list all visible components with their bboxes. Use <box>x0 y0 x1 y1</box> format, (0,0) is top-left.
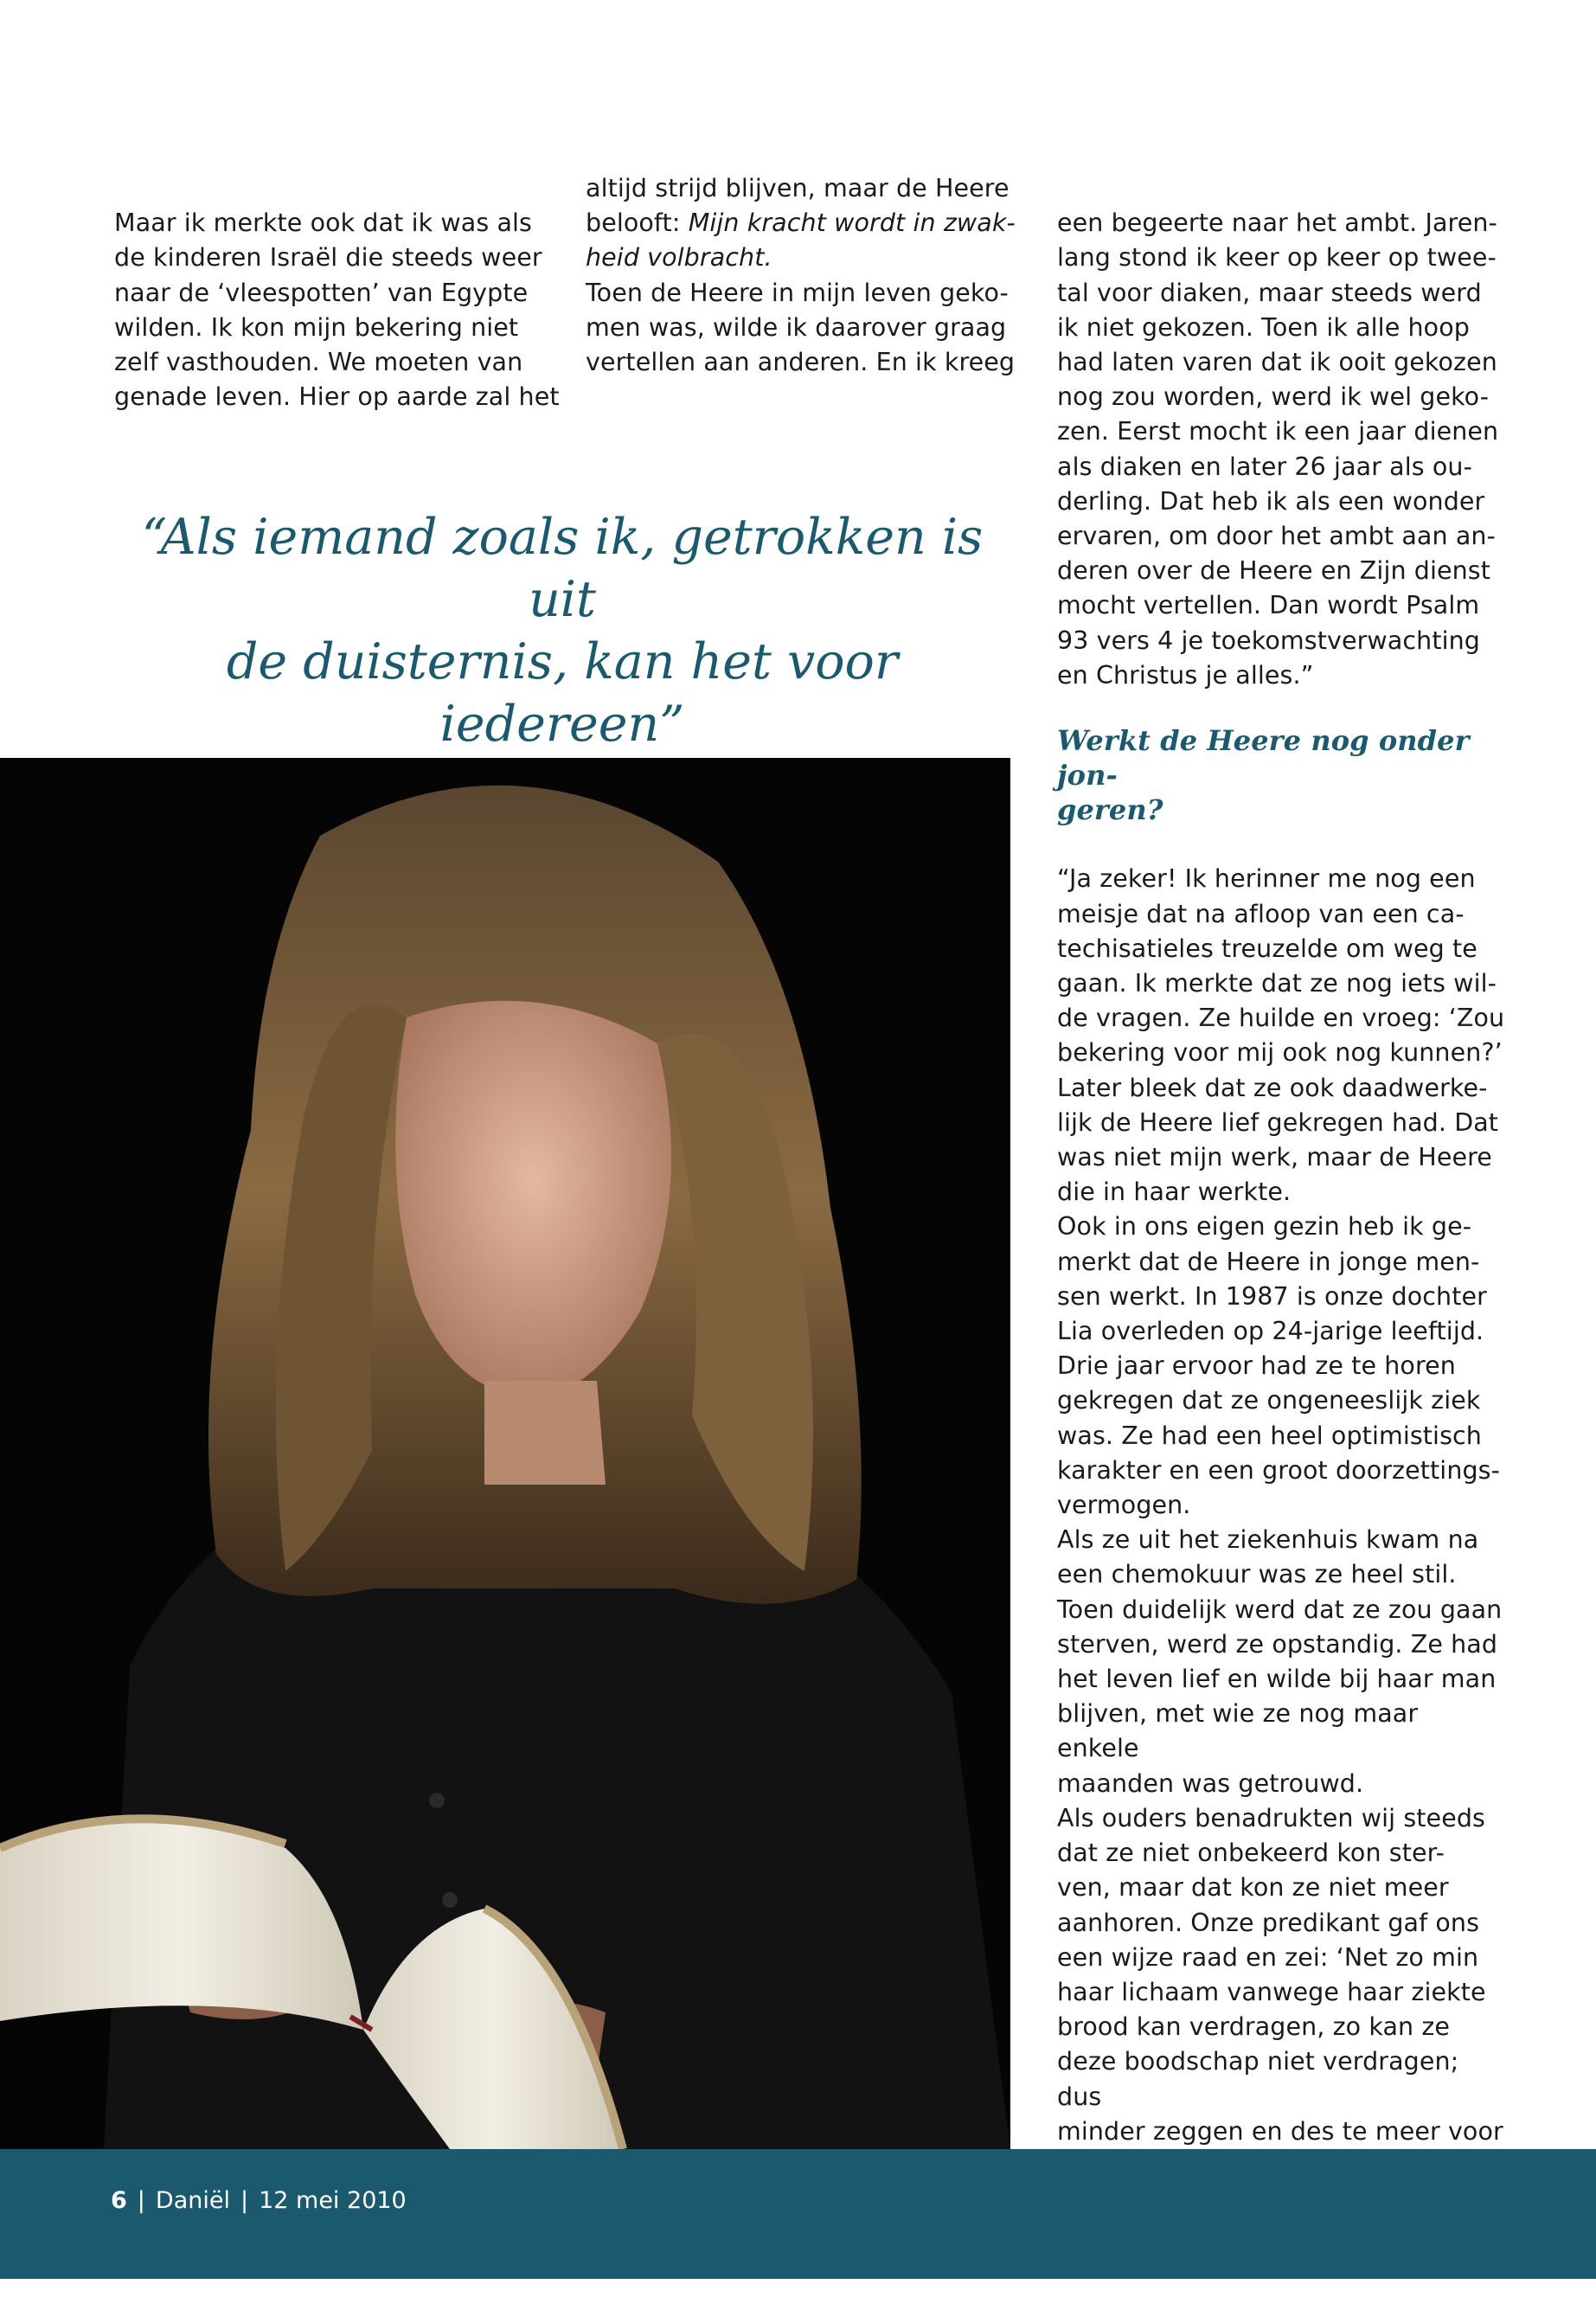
article-column-3-continued <box>1057 689 1507 2323</box>
pull-quote: “Als iemand zoals ik, getrokken is uit de duisternis, kan het voor iedereen” <box>141 509 984 753</box>
interview-question-heading: Werkt de Heere nog onder jon- geren? <box>1057 724 1470 827</box>
issue-date: 12 mei 2010 <box>259 2187 407 2214</box>
column-1-text: Maar ik merkte ook dat ik was als de kinderen Israël die steeds weer naar de ‘vleespotten’ van Egypte wilden. Ik kon mijn bekering niet zelf vasthouden. We moeten van genade leven. Hier op aarde zal het <box>114 209 560 412</box>
magazine-name: Daniël <box>155 2187 230 2214</box>
column-2-text-a: altijd strijd blijven, maar de Heere belooft: <box>586 174 1010 238</box>
column-3-text: een begeerte naar het ambt. Jaren- lang stond ik keer op keer op twee- tal voor diaken, maar steeds werd ik niet gekozen. Toen ik alle hoop had laten varen dat ik ooit gekozen nog zou worden, werd ik wel geko- zen. Eerst mocht ik een jaar dienen als diaken en later 26 jaar als ou- derling. Dat heb ik als een wonder ervaren, om door het ambt aan an- deren over de Heere en Zijn dienst mocht vertellen. Dan wordt Psalm 93 vers 4 je toekomstverwachting en Christus je alles.” <box>1057 209 1499 690</box>
footer-separator: | <box>137 2187 145 2214</box>
column-2-text-b: Toen de Heere in mijn leven geko- men was, wilde ik daarover graag vertellen aan anderen. En ik kreeg <box>586 278 1016 377</box>
footer-info <box>111 2187 407 2215</box>
article-column-1 <box>114 171 564 450</box>
page-bottom-margin <box>0 2279 1596 2301</box>
page-number: 6 <box>111 2187 127 2214</box>
footer-separator: | <box>240 2187 249 2214</box>
column-2-scripture-quote: Mijn kracht wordt in zwak- heid volbracht. <box>586 209 1016 273</box>
column-3-answer-text: “Ja zeker! Ik herinner me nog een meisje dat na afloop van een ca- techisatieles treuzelde om weg te gaan. Ik merkte dat ze nog iets wil- de vragen. Ze huilde en vroeg: ‘Zou bekering voor mij ook nog kunnen?’ Later bleek dat ze ook daadwerke- lijk de Heere lief gekregen had. Dat was niet mijn werk, maar de Heere die in haar werkte. Ook in ons eigen gezin heb ik ge- merkt dat de Heere in jonge men- sen werkt. In 1987 is onze dochter Lia overleden op 24-jarige leeftijd. Drie jaar ervoor had ze te horen gekregen dat ze ongeneeslijk ziek was. Ze had een heel optimistisch karakter en een groot doorzettings- vermogen. Als ze uit het ziekenhuis kwam na een chemokuur was ze heel stil. Toen duidelijk werd dat ze zou gaan sterven, werd ze opstandig. Ze had het leven lief en wilde bij haar man blijven, met wie ze nog maar enkele maanden was getrouwd. Als ouders benadrukten wij steeds dat ze niet onbekeerd kon ster- ven, maar dat kon ze niet meer aanhoren. Onze predikant gaf ons een wijze raad en zei: ‘Net zo min haar lichaam vanwege haar ziekte brood kan verdragen, zo kan ze deze boodschap niet verdragen; dus minder zeggen en des te meer voor <box>1057 864 1505 2146</box>
photo-woman-reading-bible <box>0 758 1010 2149</box>
article-column-2 <box>586 171 1018 380</box>
article-column-3 <box>1057 171 1507 728</box>
